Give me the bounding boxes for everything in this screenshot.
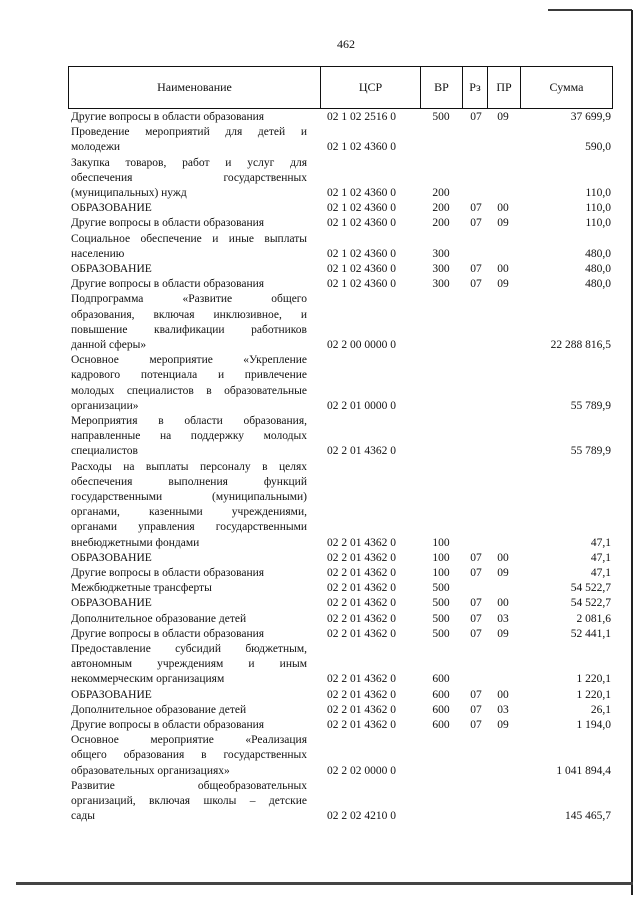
table-row [68, 277, 613, 291]
cell-rz: 07 [470, 627, 482, 640]
cell-rz: 07 [470, 612, 482, 625]
cell-rz [462, 764, 490, 778]
cell-rz [462, 642, 490, 656]
cell-sum: 37 699,9 [570, 111, 611, 123]
cell-vr: 600 [432, 719, 450, 731]
table-row [68, 460, 613, 474]
cell-csr: 02 2 01 4362 0 [327, 703, 396, 716]
table-row [68, 779, 613, 793]
cell-pr [488, 353, 518, 367]
table-row [68, 475, 613, 489]
column-header-csr: ЦСР [320, 67, 420, 108]
cell-vr: 500 [432, 612, 450, 625]
cell-rz: 07 [470, 703, 482, 716]
cell-rz [462, 353, 490, 367]
cell-pr [488, 733, 518, 747]
cell-csr: 02 2 01 4362 0 [327, 567, 396, 579]
cell-name: Дополнительное образование детей [71, 703, 247, 716]
scan-artifact-line [548, 9, 632, 11]
cell-csr: 02 2 01 4362 0 [327, 536, 396, 549]
cell-csr: 02 2 00 0000 0 [327, 339, 396, 351]
cell-name: образования, включая инклюзивное, и [71, 308, 307, 321]
cell-pr: 09 [497, 111, 509, 123]
table-row [68, 414, 613, 428]
cell-pr: 09 [497, 719, 509, 731]
cell-pr [488, 171, 518, 185]
cell-pr [488, 794, 518, 808]
table-row [68, 596, 613, 610]
cell-rz [462, 384, 490, 398]
cell-rz: 07 [470, 688, 482, 701]
cell-name: Другие вопросы в области образования [71, 111, 265, 123]
cell-sum: 55 789,9 [570, 445, 611, 458]
cell-name: Межбюджетные трансферты [71, 582, 212, 595]
cell-vr [427, 338, 455, 352]
table-row [68, 764, 613, 778]
cell-vr: 500 [432, 597, 450, 610]
cell-name: кадрового потенциала и привлечение [71, 369, 307, 382]
cell-name: организации» [71, 399, 139, 412]
cell-csr: 02 2 01 4362 0 [327, 445, 396, 458]
cell-rz: 07 [470, 551, 482, 564]
cell-csr: 02 2 02 0000 0 [327, 764, 396, 777]
table-row [68, 733, 613, 747]
cell-pr [488, 672, 518, 686]
cell-vr [427, 125, 455, 139]
cell-pr [488, 338, 518, 352]
cell-name: направленные на поддержку молодых [71, 430, 307, 443]
cell-pr [488, 323, 518, 337]
cell-rz [462, 505, 490, 519]
cell-rz [462, 368, 490, 382]
cell-rz [462, 581, 490, 595]
cell-vr [427, 353, 455, 367]
cell-name: Подпрограмма «Развитие общего [71, 293, 307, 306]
cell-pr [488, 581, 518, 595]
cell-sum: 1 041 894,4 [556, 764, 611, 777]
cell-rz [462, 414, 490, 428]
cell-rz [462, 125, 490, 139]
cell-rz [462, 475, 490, 489]
cell-vr: 100 [432, 567, 450, 579]
cell-name: ОБРАЗОВАНИЕ [71, 688, 152, 701]
cell-sum: 54 522,7 [570, 597, 611, 610]
cell-vr: 300 [432, 278, 450, 291]
cell-name: некоммерческим организациям [71, 673, 225, 686]
table-row [68, 156, 613, 170]
cell-sum: 55 789,9 [570, 399, 611, 412]
cell-rz [462, 794, 490, 808]
cell-name: Другие вопросы в области образования [71, 627, 265, 640]
cell-sum: 480,0 [585, 263, 611, 275]
table-row [68, 110, 613, 124]
cell-rz [462, 733, 490, 747]
cell-csr: 02 2 01 4362 0 [327, 597, 396, 610]
cell-vr [427, 384, 455, 398]
table-row [68, 612, 613, 626]
table-row [68, 505, 613, 519]
cell-name: специалистов [71, 445, 138, 458]
cell-vr [427, 414, 455, 428]
cell-pr [488, 186, 518, 200]
cell-csr: 02 2 01 4362 0 [327, 688, 396, 701]
cell-name: Дополнительное образование детей [71, 612, 247, 625]
cell-rz [462, 338, 490, 352]
cell-csr: 02 1 02 4360 0 [327, 247, 396, 260]
table-row [68, 566, 613, 580]
column-header-name: Наименование [157, 80, 232, 94]
cell-name: Другие вопросы в области образования [71, 217, 265, 230]
cell-rz [462, 186, 490, 200]
cell-vr [427, 657, 455, 671]
cell-vr [427, 779, 455, 793]
scan-edge-bottom [16, 882, 633, 885]
cell-name: повышение квалификации работников [71, 323, 307, 336]
table-row [68, 657, 613, 671]
cell-name: Расходы на выплаты персоналу в целях [71, 460, 307, 473]
cell-csr: 02 2 01 0000 0 [327, 399, 396, 412]
table-header [68, 66, 613, 109]
cell-csr: 02 1 02 4360 0 [327, 278, 396, 291]
table-row [68, 171, 613, 185]
cell-rz [462, 779, 490, 793]
cell-name: органами управления государственными [71, 521, 307, 534]
cell-rz [462, 308, 490, 322]
cell-rz [462, 429, 490, 443]
table-row [68, 794, 613, 808]
cell-rz [462, 247, 490, 261]
cell-rz [462, 672, 490, 686]
cell-vr: 200 [432, 217, 450, 230]
cell-name: внебюджетными фондами [71, 536, 200, 549]
table-row [68, 718, 613, 732]
column-header-vr: ВР [420, 67, 462, 108]
cell-rz: 07 [470, 278, 482, 291]
cell-rz [462, 657, 490, 671]
cell-pr [488, 809, 518, 823]
cell-name: государственными (муниципальными) [71, 491, 307, 503]
cell-vr [427, 171, 455, 185]
cell-sum: 110,0 [585, 217, 611, 230]
table-row [68, 216, 613, 230]
cell-name: Другие вопросы в области образования [71, 278, 265, 291]
cell-pr [488, 536, 518, 550]
cell-name: образовательных организациях» [71, 764, 230, 777]
cell-vr [427, 505, 455, 519]
cell-vr [427, 368, 455, 382]
table-row [68, 399, 613, 413]
table-row [68, 581, 613, 595]
cell-name: автономным учреждениям и иным [71, 658, 307, 671]
cell-pr: 09 [497, 217, 509, 230]
cell-pr: 00 [497, 688, 509, 701]
cell-name: обеспечения выполнения функций [71, 475, 307, 488]
cell-pr: 00 [497, 551, 509, 564]
cell-pr [488, 140, 518, 154]
cell-vr: 200 [432, 187, 450, 199]
table-row [68, 429, 613, 443]
cell-vr [427, 292, 455, 306]
cell-vr [427, 764, 455, 778]
cell-pr [488, 308, 518, 322]
cell-pr [488, 764, 518, 778]
cell-sum: 47,1 [590, 567, 611, 579]
cell-pr: 00 [497, 597, 509, 610]
cell-name: ОБРАЗОВАНИЕ [71, 597, 152, 610]
table-row [68, 551, 613, 565]
cell-pr [488, 292, 518, 306]
cell-csr: 02 2 01 4362 0 [327, 627, 396, 640]
cell-name: Проведение мероприятий для детей и [71, 126, 307, 139]
table-row [68, 308, 613, 322]
cell-vr: 600 [432, 673, 450, 686]
cell-pr [488, 414, 518, 428]
cell-rz [462, 140, 490, 154]
table-row [68, 140, 613, 154]
cell-vr [427, 323, 455, 337]
cell-csr: 02 1 02 4360 0 [327, 202, 396, 215]
cell-vr [427, 460, 455, 474]
cell-rz: 07 [470, 263, 482, 275]
cell-pr: 00 [497, 202, 509, 215]
table-row [68, 186, 613, 200]
cell-pr [488, 779, 518, 793]
cell-rz [462, 156, 490, 170]
cell-sum: 54 522,7 [570, 582, 611, 595]
cell-sum: 52 441,1 [570, 627, 611, 640]
cell-rz [462, 171, 490, 185]
column-header-pr: ПР [487, 67, 520, 108]
table-row [68, 338, 613, 352]
cell-name: Предоставление субсидий бюджетным, [71, 643, 307, 655]
cell-csr: 02 2 01 4362 0 [327, 673, 396, 686]
cell-name: общего образования в государственных [71, 749, 307, 762]
cell-vr [427, 475, 455, 489]
cell-name: Закупка товаров, работ и услуг для [71, 156, 307, 169]
cell-sum: 47,1 [590, 551, 611, 564]
cell-rz [462, 536, 490, 550]
cell-name: Мероприятия в области образования, [71, 415, 307, 427]
cell-vr: 600 [432, 703, 450, 716]
table-row [68, 384, 613, 398]
table-row [68, 125, 613, 139]
cell-pr [488, 748, 518, 762]
cell-pr [488, 247, 518, 261]
cell-pr [488, 460, 518, 474]
cell-sum: 26,1 [590, 703, 611, 716]
cell-rz: 07 [470, 567, 482, 579]
cell-name: молодых специалистов в образовательные [71, 384, 307, 397]
table-row [68, 262, 613, 276]
cell-name: ОБРАЗОВАНИЕ [71, 202, 152, 215]
cell-rz: 07 [470, 111, 482, 123]
table-row [68, 247, 613, 261]
table-row [68, 292, 613, 306]
cell-sum: 22 288 816,5 [550, 339, 611, 351]
cell-sum: 1 220,1 [576, 673, 611, 686]
cell-rz [462, 292, 490, 306]
cell-rz: 07 [470, 217, 482, 230]
cell-vr [427, 399, 455, 413]
cell-name: населению [71, 247, 125, 260]
table-row [68, 444, 613, 458]
cell-sum: 590,0 [585, 141, 611, 154]
cell-vr [427, 308, 455, 322]
cell-vr: 600 [432, 688, 450, 701]
cell-csr: 02 2 01 4362 0 [327, 582, 396, 595]
cell-pr [488, 399, 518, 413]
cell-rz [462, 748, 490, 762]
cell-csr: 02 2 02 4210 0 [327, 810, 396, 823]
cell-rz: 07 [470, 597, 482, 610]
cell-vr [427, 794, 455, 808]
cell-name: данной сферы» [71, 339, 147, 351]
cell-csr: 02 1 02 4360 0 [327, 217, 396, 230]
cell-pr [488, 232, 518, 246]
cell-name: Развитие общеобразовательных [71, 779, 307, 792]
cell-name: организаций, включая школы – детские [71, 795, 307, 807]
cell-rz [462, 323, 490, 337]
table-row [68, 627, 613, 641]
cell-pr [488, 520, 518, 534]
cell-rz [462, 809, 490, 823]
cell-pr [488, 384, 518, 398]
cell-vr [427, 490, 455, 504]
cell-rz [462, 399, 490, 413]
cell-sum: 110,0 [585, 202, 611, 215]
table-row [68, 809, 613, 823]
cell-sum: 1 194,0 [576, 719, 611, 731]
cell-rz [462, 520, 490, 534]
cell-csr: 02 2 01 4362 0 [327, 551, 396, 564]
cell-pr: 09 [497, 567, 509, 579]
cell-name: Другие вопросы в области образования [71, 567, 265, 579]
table-row [68, 748, 613, 762]
cell-csr: 02 1 02 4360 0 [327, 187, 396, 199]
cell-sum: 1 220,1 [576, 688, 611, 701]
cell-pr [488, 429, 518, 443]
column-header-rz: Рз [462, 67, 487, 108]
cell-vr [427, 733, 455, 747]
table-row [68, 323, 613, 337]
cell-rz [462, 444, 490, 458]
cell-vr [427, 444, 455, 458]
cell-pr [488, 642, 518, 656]
cell-rz [462, 460, 490, 474]
cell-rz [462, 232, 490, 246]
column-header-sum: Сумма [520, 67, 612, 108]
cell-vr: 200 [432, 202, 450, 215]
table-row [68, 232, 613, 246]
cell-pr [488, 444, 518, 458]
cell-name: органами, казенными учреждениями, [71, 506, 307, 519]
table-row [68, 490, 613, 504]
cell-vr [427, 429, 455, 443]
table-row [68, 642, 613, 656]
page-number: 462 [337, 37, 355, 51]
cell-vr [427, 520, 455, 534]
cell-vr: 100 [432, 536, 450, 549]
cell-vr: 100 [432, 551, 450, 564]
cell-rz: 07 [470, 202, 482, 215]
cell-rz [462, 490, 490, 504]
table-row [68, 688, 613, 702]
cell-vr: 300 [432, 247, 450, 260]
table-row [68, 201, 613, 215]
cell-name: ОБРАЗОВАНИЕ [71, 263, 152, 275]
cell-csr: 02 1 02 4360 0 [327, 263, 396, 275]
cell-pr [488, 490, 518, 504]
cell-pr: 09 [497, 627, 509, 640]
table-row [68, 672, 613, 686]
table-row [68, 520, 613, 534]
cell-name: Основное мероприятие «Укрепление [71, 354, 307, 367]
scan-edge-right [631, 10, 633, 895]
cell-pr: 00 [497, 263, 509, 275]
cell-sum: 480,0 [585, 247, 611, 260]
cell-vr: 500 [432, 111, 450, 123]
cell-vr [427, 140, 455, 154]
cell-name: Социальное обеспечение и иные выплаты [71, 232, 307, 245]
cell-pr [488, 475, 518, 489]
cell-name: сады [71, 810, 95, 823]
cell-csr: 02 2 01 4362 0 [327, 612, 396, 625]
cell-rz: 07 [470, 719, 482, 731]
cell-csr: 02 1 02 2516 0 [327, 111, 396, 123]
table-row [68, 368, 613, 382]
cell-csr: 02 2 01 4362 0 [327, 719, 396, 731]
cell-pr [488, 505, 518, 519]
cell-pr: 03 [497, 703, 509, 716]
cell-name: молодежи [71, 141, 121, 154]
cell-pr [488, 125, 518, 139]
cell-vr [427, 156, 455, 170]
cell-pr [488, 156, 518, 170]
cell-name: ОБРАЗОВАНИЕ [71, 551, 152, 564]
cell-sum: 145 465,7 [565, 810, 611, 823]
cell-vr [427, 232, 455, 246]
cell-sum: 110,0 [585, 187, 611, 199]
cell-name: обеспечения государственных [71, 171, 307, 184]
cell-csr: 02 1 02 4360 0 [327, 141, 396, 154]
table-row [68, 353, 613, 367]
cell-vr [427, 748, 455, 762]
cell-vr: 500 [432, 627, 450, 640]
cell-name: Основное мероприятие «Реализация [71, 734, 307, 747]
cell-sum: 47,1 [590, 536, 611, 549]
cell-name: (муниципальных) нужд [71, 187, 187, 199]
cell-vr: 300 [432, 263, 450, 275]
cell-name: Другие вопросы в области образования [71, 719, 265, 731]
cell-sum: 2 081,6 [576, 612, 611, 625]
table-row [68, 703, 613, 717]
cell-pr [488, 657, 518, 671]
cell-pr [488, 368, 518, 382]
cell-sum: 480,0 [585, 278, 611, 291]
cell-pr: 09 [497, 278, 509, 291]
cell-pr: 03 [497, 612, 509, 625]
cell-vr: 500 [432, 582, 450, 595]
cell-vr [427, 809, 455, 823]
table-row [68, 536, 613, 550]
cell-vr [427, 642, 455, 656]
